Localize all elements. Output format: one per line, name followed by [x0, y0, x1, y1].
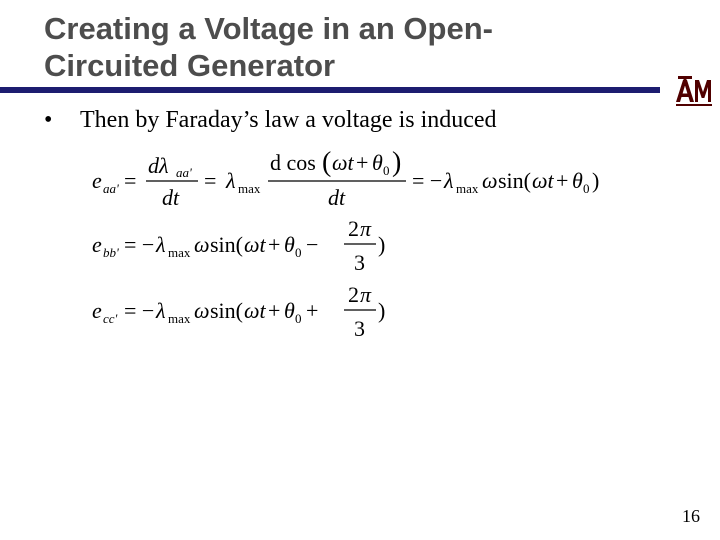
slide-title — [44, 10, 644, 84]
svg-text:=: = — [204, 168, 217, 193]
svg-text:= −: = − — [412, 168, 443, 193]
svg-text:cc': cc' — [103, 311, 118, 326]
svg-text:= −: = − — [124, 298, 155, 323]
svg-text:π: π — [360, 282, 372, 307]
title-divider — [0, 87, 660, 93]
svg-text:ω: ω — [194, 232, 210, 257]
svg-text:sin(: sin( — [498, 168, 531, 193]
svg-text:0: 0 — [295, 311, 302, 326]
svg-text:dt: dt — [328, 185, 346, 210]
svg-text:λ: λ — [156, 232, 166, 257]
svg-text:(: ( — [322, 147, 332, 178]
svg-text:+: + — [268, 298, 281, 323]
svg-text:0: 0 — [295, 245, 302, 260]
svg-text:+: + — [356, 150, 369, 175]
svg-text:λ: λ — [226, 168, 236, 193]
svg-text:e: e — [92, 298, 102, 323]
svg-text:+: + — [306, 298, 319, 323]
equation-ecc — [92, 282, 385, 341]
svg-text:max: max — [168, 245, 191, 260]
svg-text:e: e — [92, 232, 102, 257]
svg-text:max: max — [168, 311, 191, 326]
svg-text:ωt: ωt — [532, 168, 554, 193]
bullet-item — [44, 107, 497, 134]
svg-text:): ) — [378, 298, 386, 323]
svg-text:ωt: ωt — [244, 232, 266, 257]
svg-text:λ: λ — [156, 298, 166, 323]
svg-text:= −: = − — [124, 232, 155, 257]
svg-text:aa': aa' — [176, 165, 192, 180]
svg-text:aa': aa' — [103, 181, 119, 196]
svg-text:): ) — [378, 232, 386, 257]
svg-text:e: e — [92, 168, 102, 193]
svg-text:θ: θ — [284, 298, 295, 323]
svg-text:dt: dt — [162, 185, 180, 210]
svg-text:2: 2 — [348, 282, 359, 307]
svg-text:+: + — [556, 168, 569, 193]
page-number: 16 — [682, 506, 700, 526]
svg-text:θ: θ — [284, 232, 295, 257]
svg-text:0: 0 — [583, 181, 590, 196]
svg-text:−: − — [306, 232, 319, 257]
svg-text:θ: θ — [372, 150, 383, 175]
tamu-logo-icon — [674, 74, 714, 108]
svg-text:max: max — [456, 181, 479, 196]
bullet-text: Then by Faraday’s law a voltage is induced — [80, 107, 497, 133]
svg-text:+: + — [268, 232, 281, 257]
svg-text:bb': bb' — [103, 245, 119, 260]
induced-voltage-equations — [80, 140, 640, 350]
svg-text:ωt: ωt — [332, 150, 354, 175]
bullet-marker: • — [44, 107, 53, 133]
svg-text:ωt: ωt — [244, 298, 266, 323]
svg-text:2: 2 — [348, 216, 359, 241]
svg-text:=: = — [124, 168, 137, 193]
svg-text:3: 3 — [354, 316, 365, 341]
svg-text:0: 0 — [383, 163, 390, 178]
svg-text:π: π — [360, 216, 372, 241]
equation-eaa — [92, 147, 599, 210]
svg-text:sin(: sin( — [210, 232, 243, 257]
svg-text:3: 3 — [354, 250, 365, 275]
svg-text:λ: λ — [444, 168, 454, 193]
svg-text:d cos: d cos — [270, 150, 316, 175]
svg-text:ω: ω — [482, 168, 498, 193]
svg-text:ω: ω — [194, 298, 210, 323]
svg-text:θ: θ — [572, 168, 583, 193]
svg-text:sin(: sin( — [210, 298, 243, 323]
equation-ebb — [92, 216, 385, 275]
svg-text:max: max — [238, 181, 261, 196]
slide-title-line-2: Circuited Generator — [44, 48, 336, 83]
svg-text:): ) — [392, 147, 402, 178]
svg-text:dλ: dλ — [148, 153, 169, 178]
svg-text:): ) — [592, 168, 600, 193]
slide-title-line-1: Creating a Voltage in an Open- — [44, 11, 493, 46]
